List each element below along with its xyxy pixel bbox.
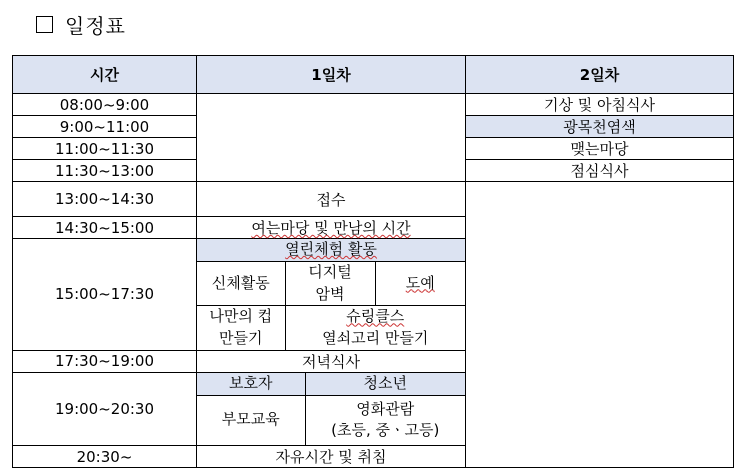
- evening-subtable: [197, 373, 465, 445]
- activity-physical: 신체활동: [197, 261, 285, 306]
- header-day2: 2일차: [466, 56, 734, 94]
- time-cell: 19:00~20:30: [13, 372, 197, 445]
- day1-activity-block: [197, 239, 466, 351]
- activity-cup: [197, 306, 285, 350]
- activity-digital: [285, 261, 375, 306]
- parent-edu: 부모교육: [197, 395, 305, 445]
- shrink-line1: 슈링클스: [346, 307, 405, 326]
- day1-free-time: 자유시간 및 취침: [197, 446, 466, 468]
- activity-subtable: [197, 239, 465, 350]
- title-text: 일정표: [65, 13, 126, 38]
- movie: [305, 395, 465, 445]
- youth-header: 청소년: [305, 373, 465, 395]
- time-cell: 20:30~: [13, 446, 197, 468]
- time-cell: 13:00~14:30: [13, 182, 197, 217]
- day1-evening-block: [197, 372, 466, 445]
- guardian-header: 보호자: [197, 373, 305, 395]
- time-cell: 08:00~9:00: [13, 94, 197, 116]
- time-cell: 14:30~15:00: [13, 217, 197, 239]
- day1-reception: 접수: [197, 182, 466, 217]
- day2-cell: 광목천염색: [466, 116, 734, 138]
- day1-empty-cell: [197, 94, 466, 182]
- day1-dinner: 저녁식사: [197, 350, 466, 372]
- time-cell: 9:00~11:00: [13, 116, 197, 138]
- schedule-table: [12, 55, 734, 468]
- time-cell: 11:00~11:30: [13, 138, 197, 160]
- movie-line2: (초등, 중ㆍ고등): [331, 421, 440, 440]
- cup-line2: 만들기: [219, 329, 263, 347]
- shrink-line2: 열쇠고리 만들기: [322, 329, 429, 347]
- time-cell: 17:30~19:00: [13, 350, 197, 372]
- page-title: [36, 11, 126, 37]
- day2-cell: 점심식사: [466, 160, 734, 182]
- opening-text: 여는마당 및 만남의 시간: [251, 219, 411, 237]
- activity-shrink: [285, 306, 465, 350]
- day2-empty-cell: [466, 182, 734, 468]
- time-cell: 11:30~13:00: [13, 160, 197, 182]
- cup-line1: 나만의 컵: [209, 307, 273, 326]
- digital-line2: 암벽: [315, 284, 345, 303]
- header-day1: 1일차: [197, 56, 466, 94]
- day2-cell: 기상 및 아침식사: [466, 94, 734, 116]
- digital-line1: 디지털: [308, 262, 352, 281]
- time-cell: 15:00~17:30: [13, 239, 197, 351]
- checkbox-icon: [36, 16, 53, 33]
- movie-line1: 영화관람: [356, 399, 415, 418]
- activity-pottery: [375, 261, 465, 306]
- header-time: 시간: [13, 56, 197, 94]
- day1-opening: [197, 217, 466, 239]
- open-activity-text: 열린체험 활동: [285, 240, 377, 258]
- open-activity-header: [197, 239, 465, 261]
- day2-cell: 맺는마당: [466, 138, 734, 160]
- pottery-text: 도예: [405, 273, 435, 292]
